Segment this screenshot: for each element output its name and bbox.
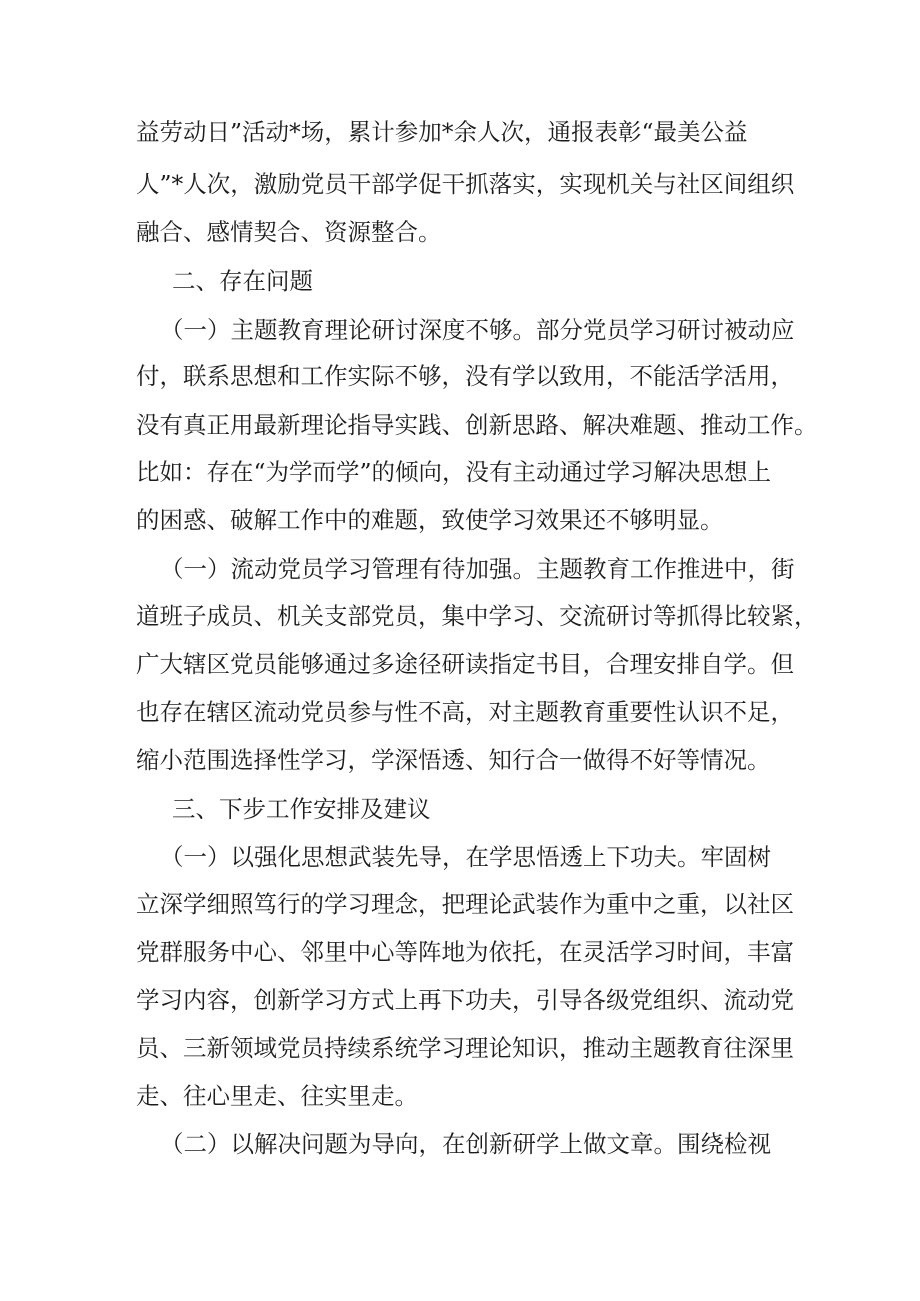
section-heading-next-steps: 三、下步工作安排及建议 — [172, 795, 431, 823]
paragraph-line: 融合、感情契合、资源整合。 — [136, 218, 442, 246]
paragraph-line: 的困惑、破解工作中的难题，致使学习效果还不够明显。 — [136, 506, 724, 534]
paragraph-line: 缩小范围选择性学习，学深悟透、知行合一做得不好等情况。 — [136, 746, 771, 774]
section-heading-issues: 二、存在问题 — [172, 267, 313, 295]
paragraph-line: （一）主题教育理论研讨深度不够。部分党员学习研讨被动应 — [160, 316, 795, 344]
paragraph-line: 益劳动日”活动*场，累计参加*余人次，通报表彰“最美公益 — [136, 118, 748, 146]
paragraph-line: 没有真正用最新理论指导实践、创新思路、解决难题、推动工作。 — [136, 411, 818, 439]
paragraph-line: 人”*人次，激励党员干部学促干抓落实，实现机关与社区间组织 — [136, 170, 795, 198]
paragraph-line: 走、往心里走、往实里走。 — [136, 1082, 418, 1110]
paragraph-line: 学习内容，创新学习方式上再下功夫，引导各级党组织、流动党 — [136, 986, 794, 1014]
paragraph-line: 广大辖区党员能够通过多途径研读指定书目，合理安排自学。但 — [136, 650, 794, 678]
paragraph-line: 道班子成员、机关支部党员，集中学习、交流研讨等抓得比较紧， — [136, 602, 818, 630]
paragraph-line: （二）以解决问题为导向，在创新研学上做文章。围绕检视 — [160, 1130, 771, 1158]
paragraph-line: 党群服务中心、邻里中心等阵地为依托，在灵活学习时间，丰富 — [136, 938, 794, 966]
paragraph-line: （一）流动党员学习管理有待加强。主题教育工作推进中，街 — [160, 555, 795, 583]
paragraph-line: 员、三新领域党员持续系统学习理论知识，推动主题教育往深里 — [136, 1034, 794, 1062]
paragraph-line: 比如：存在“为学而学”的倾向，没有主动通过学习解决思想上 — [136, 458, 772, 486]
paragraph-line: 付，联系思想和工作实际不够，没有学以致用，不能活学活用， — [136, 362, 794, 390]
paragraph-line: 也存在辖区流动党员参与性不高，对主题教育重要性认识不足， — [136, 698, 794, 726]
paragraph-line: （一）以强化思想武装先导，在学思悟透上下功夫。牢固树 — [160, 843, 771, 871]
paragraph-line: 立深学细照笃行的学习理念，把理论武装作为重中之重，以社区 — [136, 890, 794, 918]
